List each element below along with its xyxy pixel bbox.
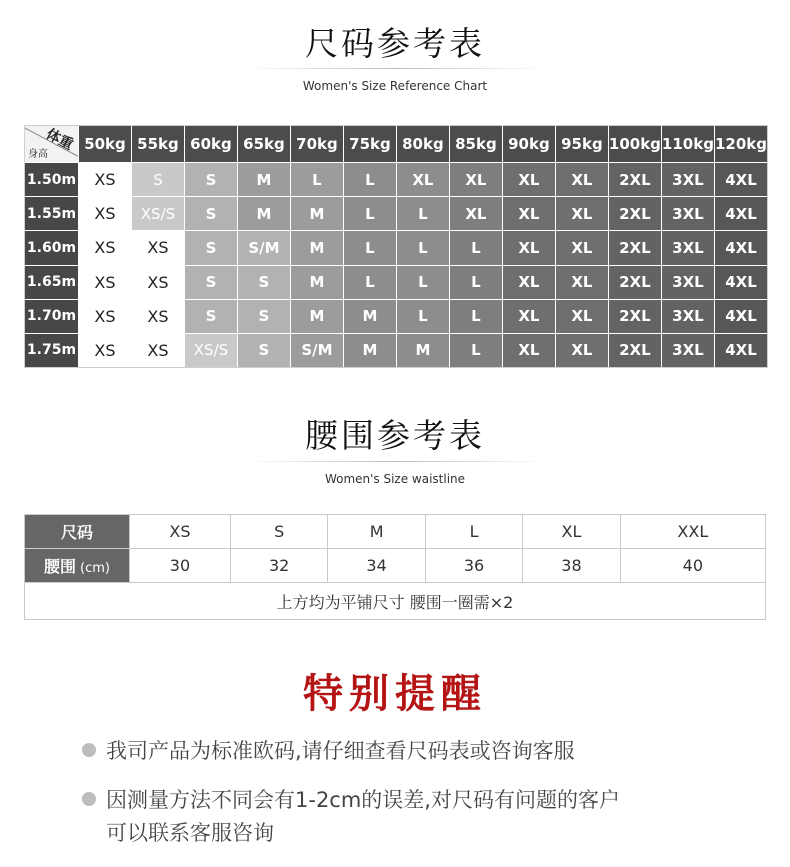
- size-cell: L: [397, 266, 449, 299]
- size-cell: L: [450, 231, 502, 264]
- height-row-label: 1.55m: [25, 197, 78, 230]
- size-cell: S: [185, 231, 237, 264]
- size-cell: S/M: [291, 334, 343, 367]
- size-cell: XS: [79, 197, 131, 230]
- waist-label: 腰围: [44, 557, 77, 576]
- size-cell: XL: [556, 334, 608, 367]
- size-cell: XS: [132, 266, 184, 299]
- height-row-label: 1.50m: [25, 163, 78, 196]
- size-cell: XL: [503, 163, 555, 196]
- size-cell: XS/S: [132, 197, 184, 230]
- size-cell: M: [344, 300, 396, 333]
- size-cell: 4XL: [715, 231, 767, 264]
- size-chart-title: 尺码参考表: [305, 24, 485, 63]
- weight-header: 120kg: [715, 126, 767, 162]
- size-cell: M: [291, 300, 343, 333]
- size-cell: 4XL: [715, 266, 767, 299]
- waist-cell: 38: [523, 549, 620, 583]
- height-axis-label: 身高: [28, 149, 48, 160]
- size-cell: M: [291, 197, 343, 230]
- size-cell: S: [185, 300, 237, 333]
- waist-title-divider: [245, 461, 545, 462]
- size-cell: XS: [132, 231, 184, 264]
- size-cell: XL: [503, 231, 555, 264]
- size-reference-table: [24, 125, 768, 368]
- size-cell: M: [291, 231, 343, 264]
- weight-header: 60kg: [185, 126, 237, 162]
- size-cell: XL: [556, 197, 608, 230]
- reminder-item: [82, 784, 620, 850]
- weight-header: 75kg: [344, 126, 396, 162]
- size-cell: L: [397, 231, 449, 264]
- size-cell: L: [344, 163, 396, 196]
- weight-axis-label: 体重: [43, 126, 76, 154]
- size-cell: XXL: [620, 515, 765, 549]
- size-cell: XS: [79, 266, 131, 299]
- size-cell: XS: [79, 163, 131, 196]
- weight-header: 50kg: [79, 126, 131, 162]
- reminder-text: 因测量方法不同会有1-2cm的误差,对尺码有问题的客户: [106, 788, 620, 812]
- waist-cell: 34: [328, 549, 425, 583]
- waist-cell: 36: [425, 549, 522, 583]
- size-cell: XL: [556, 163, 608, 196]
- weight-header: 80kg: [397, 126, 449, 162]
- size-row: [25, 515, 766, 549]
- size-cell: M: [291, 266, 343, 299]
- waist-row: [25, 549, 766, 583]
- reminder-text: 我司产品为标准欧码,请仔细查看尺码表或咨询客服: [106, 739, 575, 763]
- size-cell: XS/S: [185, 334, 237, 367]
- size-cell: M: [344, 334, 396, 367]
- size-cell: 3XL: [662, 300, 714, 333]
- weight-header: 65kg: [238, 126, 290, 162]
- size-cell: S: [238, 300, 290, 333]
- size-cell: XL: [397, 163, 449, 196]
- weight-header: 110kg: [662, 126, 714, 162]
- measurement-note: 上方均为平铺尺寸 腰围一圈需×2: [25, 583, 766, 620]
- height-row-label: 1.60m: [25, 231, 78, 264]
- waist-cell: 30: [130, 549, 231, 583]
- special-reminder-title: 特别提醒: [303, 671, 487, 717]
- size-cell: L: [397, 300, 449, 333]
- size-cell: XL: [523, 515, 620, 549]
- size-cell: 3XL: [662, 231, 714, 264]
- size-cell: L: [450, 334, 502, 367]
- size-cell: XS: [79, 231, 131, 264]
- size-cell: 3XL: [662, 266, 714, 299]
- size-cell: 3XL: [662, 334, 714, 367]
- size-cell: S/M: [238, 231, 290, 264]
- size-cell: XL: [503, 197, 555, 230]
- size-cell: 4XL: [715, 163, 767, 196]
- size-cell: M: [328, 515, 425, 549]
- waist-unit: (cm): [80, 561, 110, 576]
- size-cell: 3XL: [662, 163, 714, 196]
- waist-chart-title: 腰围参考表: [305, 416, 485, 455]
- size-cell: M: [238, 163, 290, 196]
- bullet-dot-icon: [82, 743, 96, 757]
- size-cell: XL: [503, 300, 555, 333]
- waist-reference-table: [24, 514, 766, 620]
- size-cell: S: [185, 266, 237, 299]
- waist-row-label: [25, 549, 130, 583]
- size-cell: S: [185, 197, 237, 230]
- size-row-label: 尺码: [25, 515, 130, 549]
- height-row-label: 1.65m: [25, 266, 78, 299]
- size-cell: XS: [130, 515, 231, 549]
- size-cell: L: [450, 300, 502, 333]
- size-chart-subtitle: Women's Size Reference Chart: [302, 79, 488, 93]
- title-divider: [245, 68, 545, 69]
- note-row: [25, 583, 766, 620]
- size-cell: L: [450, 266, 502, 299]
- size-cell: L: [291, 163, 343, 196]
- size-cell: XL: [450, 197, 502, 230]
- size-cell: XS: [132, 334, 184, 367]
- waist-cell: 40: [620, 549, 765, 583]
- weight-header: 90kg: [503, 126, 555, 162]
- size-cell: 3XL: [662, 197, 714, 230]
- height-row-label: 1.75m: [25, 334, 78, 367]
- bullet-dot-icon: [82, 792, 96, 806]
- size-cell: 2XL: [609, 300, 661, 333]
- waist-cell: 32: [230, 549, 327, 583]
- size-cell: 2XL: [609, 231, 661, 264]
- size-cell: S: [238, 266, 290, 299]
- size-cell: XS: [79, 300, 131, 333]
- reminder-text-continued: 可以联系客服咨询: [106, 821, 274, 845]
- size-cell: XL: [556, 231, 608, 264]
- size-cell: 2XL: [609, 266, 661, 299]
- reminder-item: [82, 735, 575, 768]
- size-cell: XL: [503, 334, 555, 367]
- size-cell: L: [425, 515, 522, 549]
- size-cell: S: [132, 163, 184, 196]
- size-cell: L: [344, 231, 396, 264]
- weight-header: 85kg: [450, 126, 502, 162]
- size-cell: M: [397, 334, 449, 367]
- size-cell: L: [397, 197, 449, 230]
- size-cell: XL: [556, 300, 608, 333]
- table-corner-header: [25, 126, 78, 162]
- size-cell: 2XL: [609, 197, 661, 230]
- size-cell: 4XL: [715, 334, 767, 367]
- size-cell: 2XL: [609, 163, 661, 196]
- size-cell: XL: [450, 163, 502, 196]
- weight-header: 95kg: [556, 126, 608, 162]
- size-cell: L: [344, 266, 396, 299]
- weight-header: 70kg: [291, 126, 343, 162]
- waist-chart-subtitle: Women's Size waistline: [324, 472, 466, 486]
- size-cell: S: [230, 515, 327, 549]
- size-cell: XL: [503, 266, 555, 299]
- size-cell: S: [238, 334, 290, 367]
- height-row-label: 1.70m: [25, 300, 78, 333]
- size-cell: M: [238, 197, 290, 230]
- weight-header: 55kg: [132, 126, 184, 162]
- size-cell: XS: [132, 300, 184, 333]
- size-cell: XL: [556, 266, 608, 299]
- size-cell: 4XL: [715, 197, 767, 230]
- weight-header: 100kg: [609, 126, 661, 162]
- size-cell: 2XL: [609, 334, 661, 367]
- size-cell: L: [344, 197, 396, 230]
- size-cell: 4XL: [715, 300, 767, 333]
- size-cell: S: [185, 163, 237, 196]
- size-cell: XS: [79, 334, 131, 367]
